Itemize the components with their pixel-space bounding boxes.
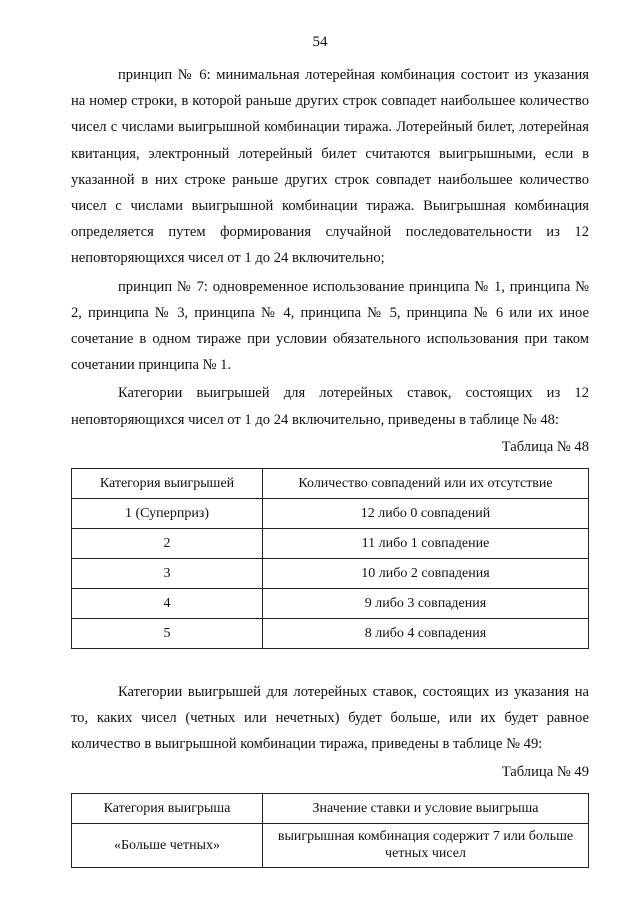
table-header-row	[72, 793, 589, 823]
paragraph-table49-intro: Категории выигрышей для лотерейных ставок, состоящих из указания на то, каких чисел (четных или нечетных) будет больше, или их будет равное количество в выигрышной комбинации тиража, приведены в таблице № 49:	[71, 684, 589, 753]
table-row	[72, 619, 589, 649]
table-row	[72, 559, 589, 589]
table48-header-category: Категория выигрышей	[72, 469, 263, 499]
table48-cell-matches: 8 либо 4 совпадения	[263, 619, 589, 649]
paragraph-table48-intro: Категории выигрышей для лотерейных ставок, состоящих из 12 неповторяющихся чисел от 1 до 24 включительно, приведены в таблице № 48:	[71, 385, 589, 428]
table-row	[72, 499, 589, 529]
table-49	[71, 793, 589, 868]
table48-cell-category: 2	[72, 529, 263, 559]
table48-header-matches: Количество совпадений или их отсутствие	[263, 469, 589, 499]
page-number: 54	[312, 34, 328, 50]
table49-header-category: Категория выигрыша	[72, 793, 263, 823]
table-48	[71, 468, 589, 649]
table48-cell-matches: 11 либо 1 совпадение	[263, 529, 589, 559]
table48-cell-category: 5	[72, 619, 263, 649]
table-row	[72, 589, 589, 619]
table49-header-condition: Значение ставки и условие выигрыша	[263, 793, 589, 823]
table-header-row	[72, 469, 589, 499]
table48-cell-matches: 12 либо 0 совпадений	[263, 499, 589, 529]
table-row	[72, 529, 589, 559]
table49-cell-category: «Больше четных»	[72, 823, 263, 867]
page-content	[71, 62, 589, 868]
paragraph-principle-7: принцип № 7: одновременное использование принципа № 1, принципа № 2, принципа № 3, принципа № 4, принципа № 5, принципа № 6 или их иное сочетание в одном тираже при условии обязательного использования при таком сочетании принципа № 1.	[71, 278, 589, 374]
table48-cell-matches: 10 либо 2 совпадения	[263, 559, 589, 589]
paragraph-principle-6: принцип № 6: минимальная лотерейная комбинация состоит из указания на номер строки, в которой раньше других строк совпадет наибольшее количество чисел с числами выигрышной комбинации тиража. Лотерейный билет, лотерейная квитанция, электронный лотерейный билет считаются выигрышными, если в указанной в них строке раньше других строк совпадет наибольшее количество чисел с числами выигрышной комбинации тиража. Выигрышная комбинация определяется путем формирования случайной последовательности из 12 неповторяющихся чисел от 1 до 24 включительно;	[71, 67, 589, 267]
table48-cell-category: 4	[72, 589, 263, 619]
table48-cell-category: 3	[72, 559, 263, 589]
table48-caption: Таблица № 48	[501, 438, 589, 455]
table49-cell-condition: выигрышная комбинация содержит 7 или больше четных чисел	[263, 823, 589, 867]
table-row	[72, 823, 589, 867]
table48-cell-category: 1 (Суперприз)	[72, 499, 263, 529]
table48-cell-matches: 9 либо 3 совпадения	[263, 589, 589, 619]
table49-caption: Таблица № 49	[501, 763, 589, 780]
